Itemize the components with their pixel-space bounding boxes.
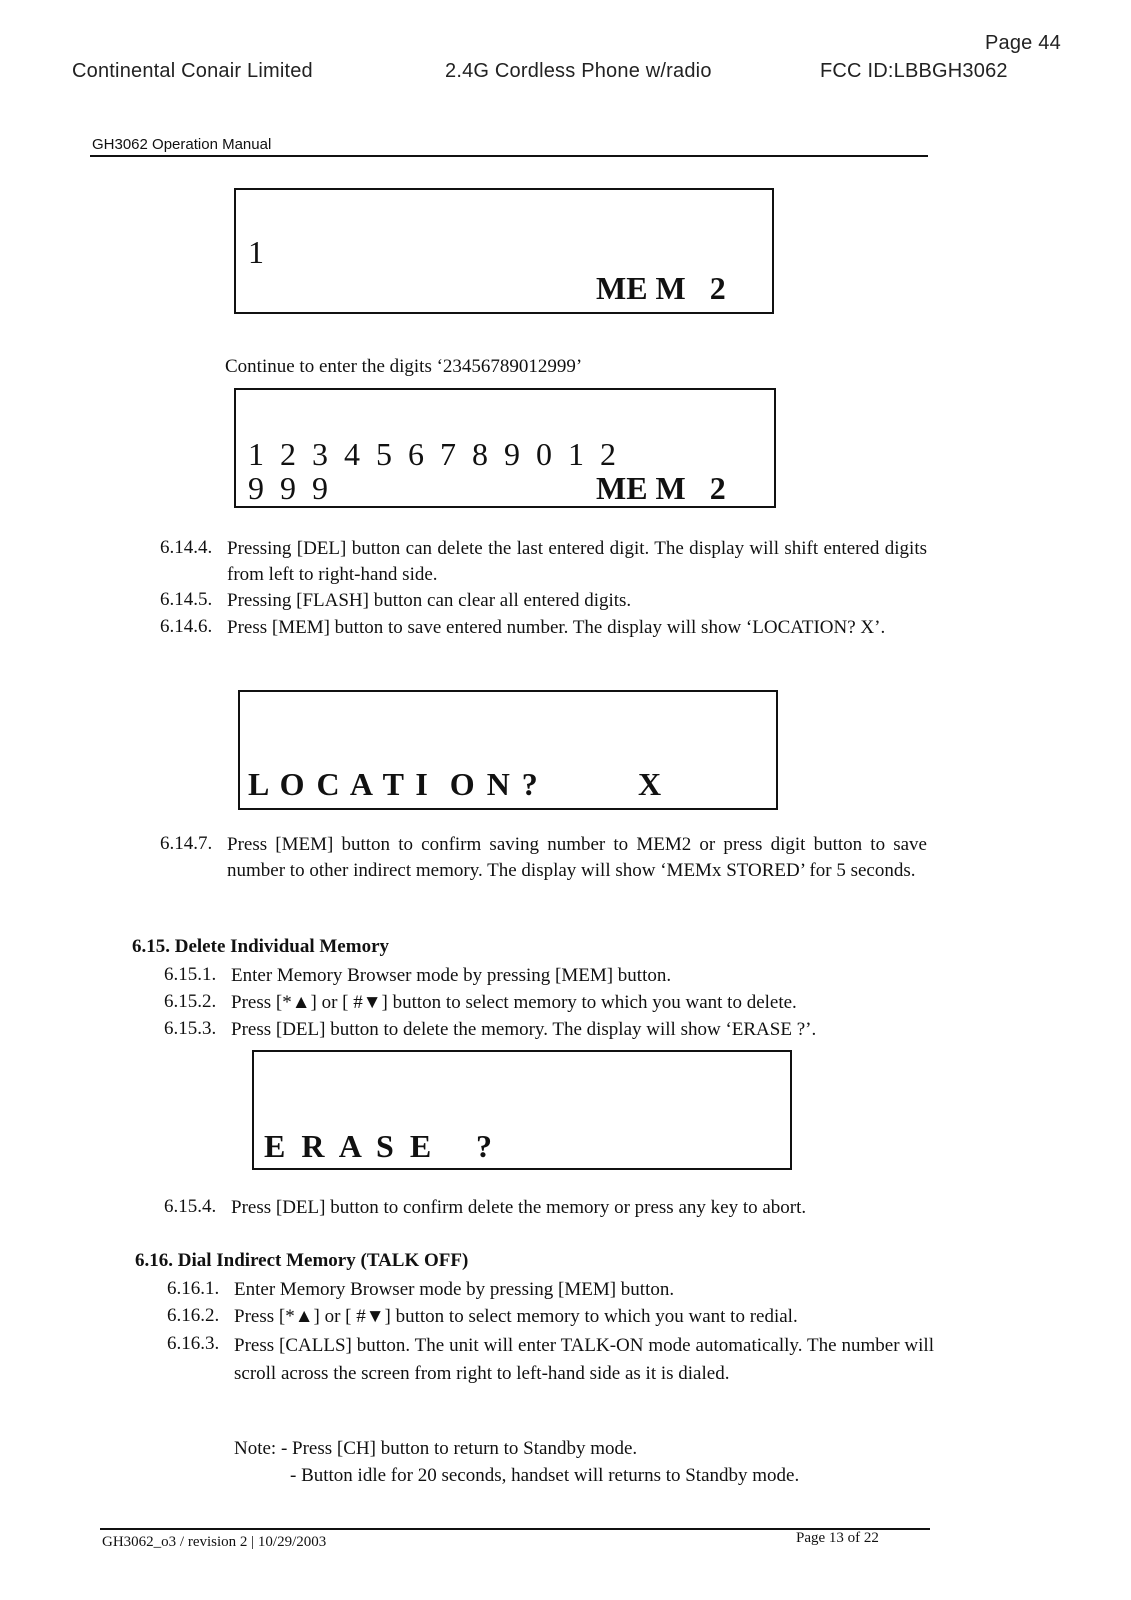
- item-text: Press [DEL] button to confirm delete the memory or press any key to abort.: [231, 1197, 807, 1218]
- item-number: 6.15.1.: [164, 964, 217, 985]
- item-number: 6.14.7.: [160, 833, 213, 854]
- company-name: Continental Conair Limited: [72, 60, 313, 82]
- fcc-id: FCC ID:LBBGH3062: [820, 60, 1008, 82]
- lcd-location-label: L O C A T I O N ?: [248, 766, 540, 802]
- item-number: 6.16.1.: [167, 1278, 220, 1299]
- item-text: Press [CALLS] button. The unit will enter TALK-ON mode automatically. The number will scroll across the screen from right to left-hand side as it is dialed.: [234, 1335, 934, 1384]
- lcd-mem-label: ME M 2: [596, 470, 726, 506]
- manual-title: GH3062 Operation Manual: [92, 136, 272, 153]
- lcd-digits-line-2: 9 9 9: [248, 470, 328, 506]
- section-heading: 6.15. Delete Individual Memory: [132, 936, 390, 957]
- section-heading: 6.16. Dial Indirect Memory (TALK OFF): [135, 1250, 469, 1271]
- lcd-erase-label: E R A S E: [264, 1128, 436, 1164]
- lcd-display-location: [238, 690, 778, 810]
- lcd-display-erase: [252, 1050, 792, 1170]
- item-number: 6.15.2.: [164, 991, 217, 1012]
- item-text: Press [DEL] button to delete the memory. The display will show ‘ERASE ?’.: [231, 1019, 817, 1040]
- item-text: Press [MEM] button to save entered number. The display will show ‘LOCATION? X’.: [227, 617, 886, 638]
- item-text: Enter Memory Browser mode by pressing [MEM] button.: [234, 1279, 675, 1300]
- item-number: 6.14.5.: [160, 589, 213, 610]
- lcd-display-digits: [234, 388, 776, 508]
- note-line-2: - Button idle for 20 seconds, handset will returns to Standby mode.: [290, 1465, 800, 1486]
- item-number: 6.15.4.: [164, 1196, 217, 1217]
- item-number: 6.16.3.: [167, 1333, 220, 1354]
- item-text: Enter Memory Browser mode by pressing [MEM] button.: [231, 965, 672, 986]
- footer-page: Page 13 of 22: [796, 1530, 879, 1546]
- header-rule: [90, 155, 928, 157]
- item-text: Pressing [FLASH] button can clear all entered digits.: [227, 590, 632, 611]
- lcd-erase-value: ?: [476, 1128, 492, 1164]
- item-text: Press [MEM] button to confirm saving number to MEM2 or press digit button to save number to other indirect memory. The display will show ‘MEMx STORED’ for 5 seconds.: [227, 834, 927, 881]
- continue-instruction: Continue to enter the digits ‘23456789012999’: [225, 356, 583, 377]
- product-name: 2.4G Cordless Phone w/radio: [445, 60, 712, 82]
- page-number: Page 44: [985, 32, 1061, 54]
- lcd-digits-line-1: 1 2 3 4 5 6 7 8 9 0 1 2: [248, 436, 616, 472]
- item-text: Press [*▲] or [ #▼] button to select memory to which you want to redial.: [234, 1306, 798, 1327]
- item-number: 6.16.2.: [167, 1305, 220, 1326]
- lcd-display-mem: [234, 188, 774, 314]
- item-number: 6.14.4.: [160, 537, 213, 558]
- item-text: Press [*▲] or [ #▼] button to select memory to which you want to delete.: [231, 992, 797, 1013]
- lcd-location-value: X: [638, 766, 662, 802]
- item-text: Pressing [DEL] button can delete the last entered digit. The display will shift entered digits from left to right-hand side.: [227, 538, 927, 585]
- item-number: 6.15.3.: [164, 1018, 217, 1039]
- item-number: 6.14.6.: [160, 616, 213, 637]
- lcd-line-1: 1: [248, 234, 264, 270]
- footer-revision: GH3062_o3 / revision 2 | 10/29/2003: [102, 1534, 327, 1550]
- note-line-1: Note: - Press [CH] button to return to Standby mode.: [234, 1438, 638, 1459]
- lcd-line-2: ME M 2: [596, 270, 726, 306]
